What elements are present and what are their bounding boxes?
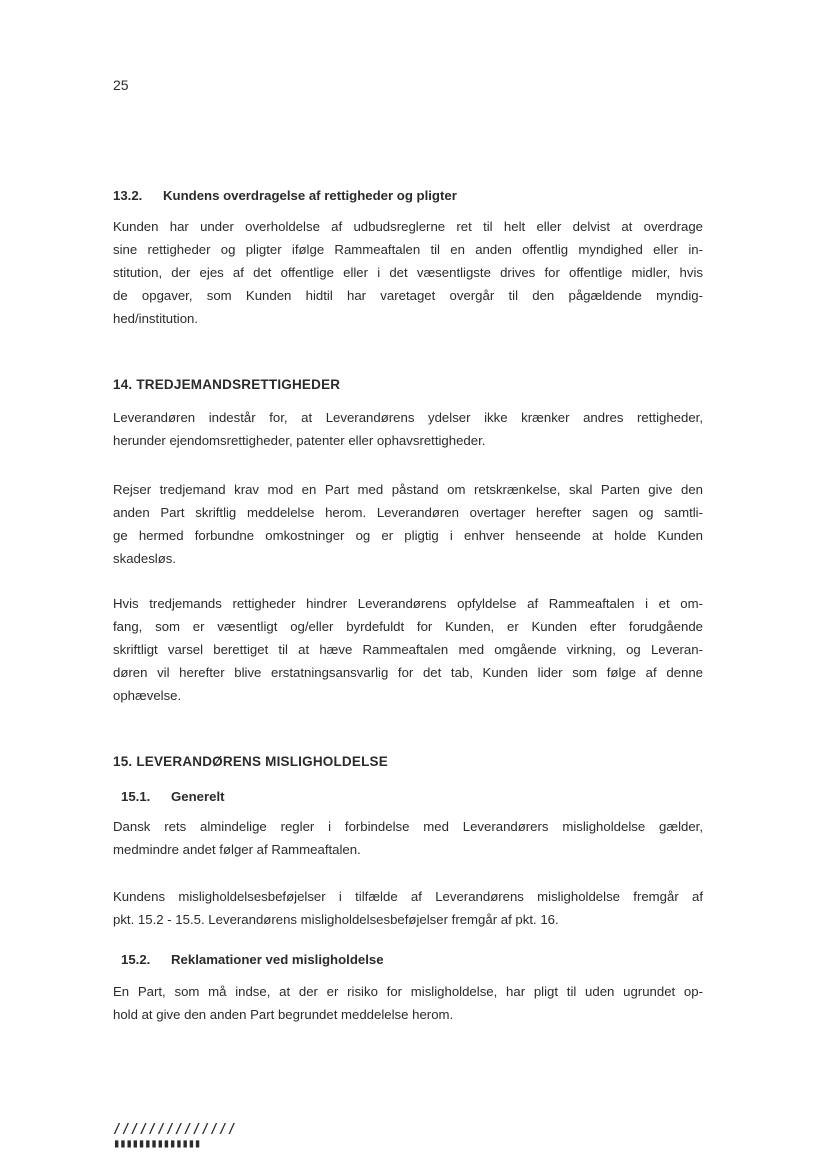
heading-text: Reklamationer ved misligholdelse	[171, 952, 384, 967]
text-line: hed/institution.	[113, 311, 199, 326]
text-line: Hvis tredjemands rettigheder hindrer Leverandørens opfyldelse af Rammeaftalen i et om-	[113, 596, 703, 611]
text-line: skriftligt varsel berettiget til at hæve Rammeaftalen med omgående virkning, og Leveran-	[113, 642, 703, 657]
heading-number: 15.2.	[121, 952, 151, 967]
heading-number: 15.1.	[121, 789, 151, 804]
heading-text: Generelt	[171, 789, 225, 804]
page-number: 25	[113, 77, 129, 93]
heading-number: 13.2.	[113, 188, 143, 203]
text-line: ge hermed forbundne omkostninger og er pligtig i enhver henseende at holde Kunden	[113, 528, 703, 543]
text-line: Leverandøren indestår for, at Leverandørens ydelser ikke krænker andres rettigheder,	[113, 410, 703, 425]
text-line: hold at give den anden Part begrundet meddelelse herom.	[113, 1007, 454, 1022]
paragraph	[113, 815, 703, 861]
text-line: anden Part skriftlig meddelelse herom. Leverandøren overtager herefter sagen og samtli-	[113, 505, 703, 520]
text-line: Rejser tredjemand krav mod en Part med påstand om retskrænkelse, skal Parten give den	[113, 482, 703, 497]
text-line: Kundens misligholdelsesbeføjelser i tilfælde af Leverandørens misligholdelse fremgår af	[113, 889, 703, 904]
heading-text: Kundens overdragelse af rettigheder og pligter	[163, 188, 457, 203]
paragraph	[113, 478, 703, 570]
section-heading-14: 14. TREDJEMANDSRETTIGHEDER	[113, 377, 341, 392]
text-line: En Part, som må indse, at der er risiko for misligholdelse, har pligt til uden ugrundet op-	[113, 984, 703, 999]
section-heading-15-2	[121, 948, 711, 971]
text-line: Dansk rets almindelige regler i forbindelse med Leverandørers misligholdelse gælder,	[113, 819, 703, 834]
text-line: ophævelse.	[113, 688, 182, 703]
paragraph	[113, 592, 703, 707]
footer-block-marks: ▮▮▮▮▮▮▮▮▮▮▮▮▮▮	[113, 1136, 201, 1150]
text-line: pkt. 15.2 - 15.5. Leverandørens misligholdelsesbeføjelser fremgår af pkt. 16.	[113, 912, 559, 927]
text-line: Kunden har under overholdelse af udbudsreglerne ret til helt eller delvist at overdrage	[113, 219, 703, 234]
paragraph	[113, 406, 703, 452]
text-line: herunder ejendomsrettigheder, patenter eller ophavsrettigheder.	[113, 433, 486, 448]
paragraph	[113, 885, 703, 931]
section-heading-15: 15. LEVERANDØRENS MISLIGHOLDELSE	[113, 754, 388, 769]
section-heading-15-1	[121, 785, 711, 808]
text-line: sine rettigheder og pligter ifølge Rammeaftalen til en anden offentlig myndighed eller in-	[113, 242, 703, 257]
paragraph	[113, 215, 703, 330]
text-line: medmindre andet følger af Rammeaftalen.	[113, 842, 361, 857]
paragraph	[113, 980, 703, 1026]
text-line: de opgaver, som Kunden hidtil har varetaget overgår til den pågældende myndig-	[113, 288, 703, 303]
text-line: fang, som er væsentligt og/eller byrdefuldt for Kunden, er Kunden efter forudgående	[113, 619, 703, 634]
text-line: skadesløs.	[113, 551, 177, 566]
text-line: stitution, der ejes af det offentlige eller i det væsentligste drives for offentlige midler, hvis	[113, 265, 703, 280]
text-line: døren vil herefter blive erstatningsansvarlig for det tab, Kunden lider som følge af denne	[113, 665, 703, 680]
section-heading-13-2	[113, 184, 703, 207]
footer-slash-marks: //////////////	[113, 1122, 237, 1137]
